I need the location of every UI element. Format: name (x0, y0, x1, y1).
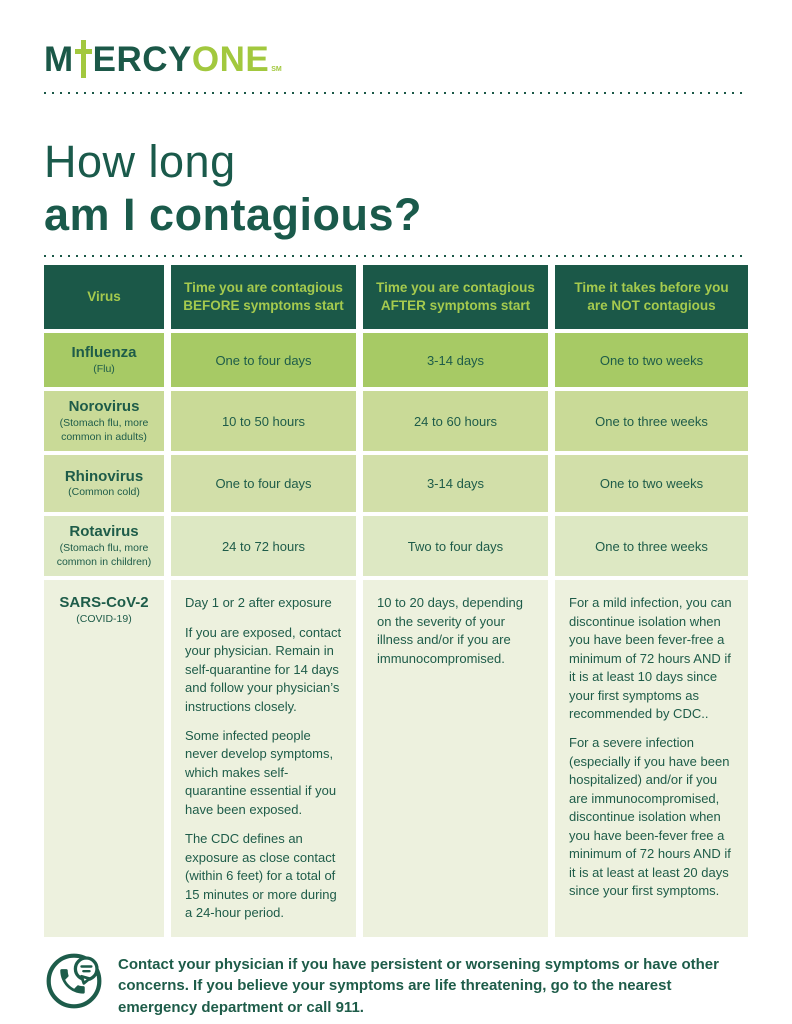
virus-name: Rotavirus (69, 523, 139, 541)
dotted-divider-top (44, 92, 748, 94)
cell-norovirus-before: 10 to 50 hours (171, 391, 356, 451)
mercyone-logo (44, 40, 748, 84)
page-title-line2: am I contagious? (44, 188, 423, 240)
cell-rotavirus-not-contagious: One to three weeks (555, 516, 748, 576)
title-block (44, 136, 748, 257)
header-after-symptoms: Time you are contagious AFTER symptoms start (363, 265, 548, 329)
cross-icon (75, 40, 92, 83)
cell-norovirus-after: 24 to 60 hours (363, 391, 548, 451)
virus-name: Rhinovirus (64, 467, 144, 485)
covid-not-contagious-p1: For a mild infection, you can discontinue isolation when you have been fever-free a minimum of 72 hours AND if it is at least 10 days since your first symptoms as recommended by CDC.. (569, 595, 732, 721)
logo-trademark: SM (271, 66, 282, 73)
dotted-divider-title (44, 255, 748, 257)
page-title-line1: How long (44, 136, 236, 187)
cell-rhinovirus-after: 3-14 days (363, 455, 548, 512)
covid-before-p4: The CDC defines an exposure as close contact (within 6 feet) for a total of 15 minutes or more during a 24-hour period. (185, 831, 337, 921)
cell-rhinovirus-not-contagious: One to two weeks (555, 455, 748, 512)
covid-before-p3: Some infected people never develop symptoms, which makes self-quarantine essential if you have been exposed. (185, 728, 337, 817)
virus-note: (Stomach flu, more common in adults) (59, 417, 149, 443)
page-title (44, 136, 748, 241)
cell-influenza-not-contagious: One to two weeks (555, 333, 748, 387)
header-before-symptoms: Time you are contagious BEFORE symptoms start (171, 265, 356, 329)
cell-covid-before (171, 580, 356, 936)
header-virus: Virus (44, 265, 164, 329)
contagious-table (44, 265, 748, 936)
virus-name: SARS-CoV-2 (59, 594, 149, 612)
cell-norovirus-not-contagious: One to three weeks (555, 391, 748, 451)
virus-note: (COVID-19) (76, 613, 132, 626)
cell-norovirus-name (44, 391, 164, 451)
footer-note (44, 951, 748, 1019)
cell-influenza-after: 3-14 days (363, 333, 548, 387)
virus-note: (Common cold) (68, 486, 140, 499)
phone-speech-bubble-icon (44, 951, 104, 1016)
cell-influenza-name (44, 333, 164, 387)
covid-before-p2: If you are exposed, contact your physician. Remain in self-quarantine for 14 days and follow your physician’s instructions closely. (185, 624, 342, 714)
header-not-contagious: Time it takes before you are NOT contagious (555, 265, 748, 329)
logo-text-m: M (44, 40, 74, 79)
virus-name: Influenza (71, 344, 137, 362)
covid-not-contagious-p2: For a severe infection (especially if you have been hospitalized) and/or if you are immunocompromised, discontinue isolation when you have been-fever free a minimum of 72 hours AND if it is at least at least 20 days since your first symptoms. (569, 735, 731, 899)
virus-name: Norovirus (68, 398, 140, 416)
cell-rhinovirus-name (44, 455, 164, 512)
cell-rhinovirus-before: One to four days (171, 455, 356, 512)
cell-covid-not-contagious (555, 580, 748, 936)
virus-note: (Flu) (93, 362, 115, 375)
covid-after-p1: 10 to 20 days, depending on the severity of your illness and/or if you are immunocompromised. (377, 595, 524, 666)
logo-text-one: ONE (191, 40, 270, 79)
cell-rotavirus-before: 24 to 72 hours (171, 516, 356, 576)
cell-covid-after (363, 580, 548, 936)
footer-text: Contact your physician if you have persistent or worsening symptoms or have other concerns. If you believe your symptoms are life threatening, go to the nearest emergency department or call 911. (118, 955, 719, 1017)
virus-note: (Stomach flu, more common in children) (56, 542, 152, 568)
logo-text-ercy: ERCY (92, 40, 192, 79)
cell-influenza-before: One to four days (171, 333, 356, 387)
cell-covid-name (44, 580, 164, 936)
covid-before-p1: Day 1 or 2 after exposure (185, 595, 332, 611)
cell-rotavirus-after: Two to four days (363, 516, 548, 576)
cell-rotavirus-name (44, 516, 164, 576)
